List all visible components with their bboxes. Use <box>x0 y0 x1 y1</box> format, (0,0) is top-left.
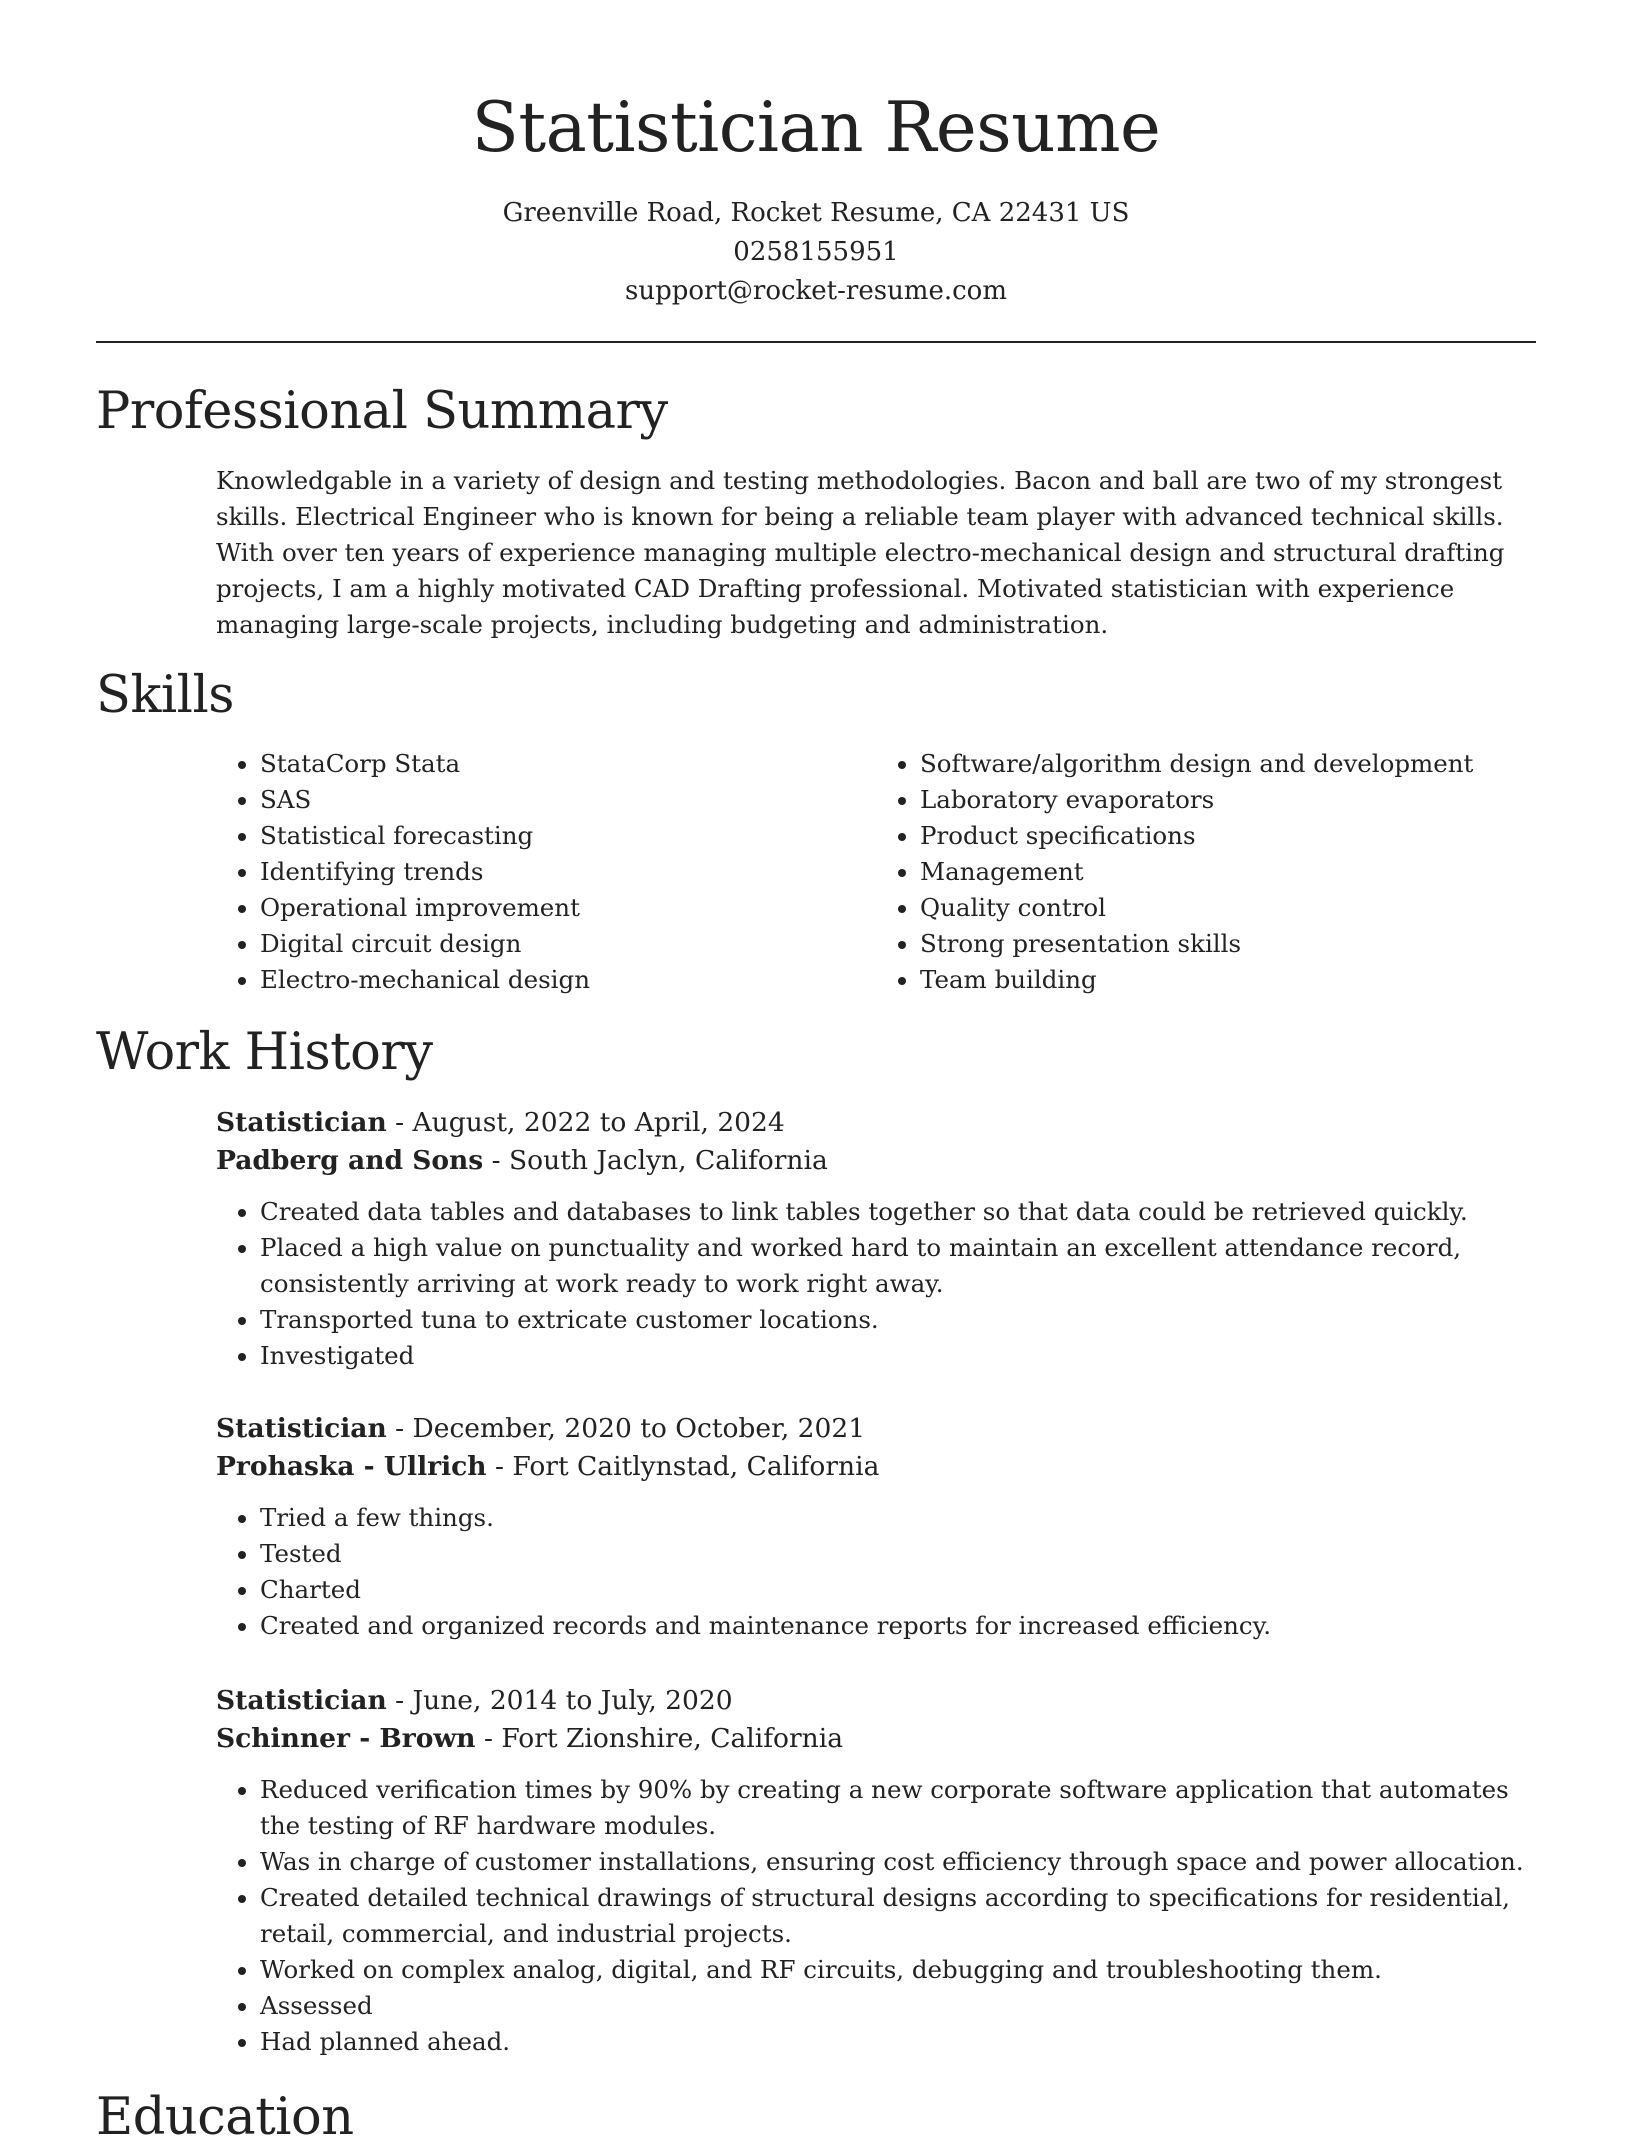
resume-title: Statistician Resume <box>471 88 1161 168</box>
job-title-line <box>216 1104 1536 1142</box>
job-bullet: • Worked on complex analog, digital, and RF circuits, debugging and troubleshooting them. <box>260 1952 1536 1988</box>
skill-item: • Operational improvement <box>260 890 876 926</box>
job-location: - Fort Zionshire, California <box>475 1723 844 1754</box>
summary-text: Knowledgable in a variety of design and testing methodologies. Bacon and ball are two of my strongest skills. Electrical Engineer who is known for being a reliable team player with advanced technical skills. With over ten years of experience managing multiple electro-mechanical design and structural drafting projects, I am a highly motivated CAD Drafting professional. Motivated statistician with experience managing large-scale projects, including budgeting and administration. <box>216 466 1505 639</box>
resume-header <box>0 0 1632 311</box>
work-history-heading: Work History <box>96 1023 433 1082</box>
contact-phone: 0258155951 <box>733 237 899 267</box>
job-company: Prohaska - Ullrich <box>216 1451 487 1482</box>
job-bullet: • Investigated <box>260 1338 1536 1374</box>
job-title-line <box>216 1410 1536 1448</box>
contact-block <box>0 194 1632 311</box>
job-company-line <box>216 1142 1536 1180</box>
skill-item: • Team building <box>920 962 1536 998</box>
job-company: Padberg and Sons <box>216 1145 484 1176</box>
skill-item: • Digital circuit design <box>260 926 876 962</box>
skill-item: • Strong presentation skills <box>920 926 1536 962</box>
job-bullet: • Created data tables and databases to link tables together so that data could be retrieved quickly. <box>260 1194 1536 1230</box>
job-title: Statistician <box>216 1685 387 1716</box>
job-dates: - June, 2014 to July, 2020 <box>386 1685 733 1716</box>
job-bullet: • Assessed <box>260 1988 1536 2024</box>
job-dates: - December, 2020 to October, 2021 <box>386 1413 866 1444</box>
job-title: Statistician <box>216 1107 387 1138</box>
job-bullet: • Was in charge of customer installations, ensuring cost efficiency through space and power allocation. <box>260 1844 1536 1880</box>
job-bullets <box>216 1772 1536 2060</box>
job-company: Schinner - Brown <box>216 1723 476 1754</box>
job-dates: - August, 2022 to April, 2024 <box>386 1107 785 1138</box>
job-bullet: • Tested <box>260 1536 1536 1572</box>
job-bullet: • Transported tuna to extricate customer locations. <box>260 1302 1536 1338</box>
job-title: Statistician <box>216 1413 387 1444</box>
job-location: - Fort Caitlynstad, California <box>486 1451 880 1482</box>
job-bullets <box>216 1500 1536 1644</box>
job-bullet: • Had planned ahead. <box>260 2024 1536 2060</box>
skill-item: • Electro-mechanical design <box>260 962 876 998</box>
job-company-line <box>216 1720 1536 1758</box>
job-bullet: • Tried a few things. <box>260 1500 1536 1536</box>
skill-item: • Quality control <box>920 890 1536 926</box>
job-entry <box>216 1410 1536 1644</box>
job-bullet: • Placed a high value on punctuality and worked hard to maintain an excellent attendance record, consistently arriving at work ready to work right away. <box>260 1230 1536 1302</box>
job-location: - South Jaclyn, California <box>483 1145 828 1176</box>
header-divider <box>96 341 1536 343</box>
job-bullet: • Charted <box>260 1572 1536 1608</box>
skills-heading: Skills <box>96 666 234 725</box>
skills-column-right <box>876 746 1536 998</box>
contact-address: Greenville Road, Rocket Resume, CA 22431 US <box>502 198 1130 228</box>
skill-item: • Statistical forecasting <box>260 818 876 854</box>
job-bullet: • Reduced verification times by 90% by creating a new corporate software application that automates the testing of RF hardware modules. <box>260 1772 1536 1844</box>
skills-list <box>216 746 1536 998</box>
skill-item: • Identifying trends <box>260 854 876 890</box>
skill-item: • Product specifications <box>920 818 1536 854</box>
job-title-line <box>216 1682 1536 1720</box>
contact-email: support@rocket-resume.com <box>624 276 1007 306</box>
job-entry <box>216 1104 1536 1374</box>
education-heading: Education <box>96 2088 354 2147</box>
summary-heading: Professional Summary <box>96 382 668 441</box>
job-bullet: • Created and organized records and maintenance reports for increased efficiency. <box>260 1608 1536 1644</box>
job-company-line <box>216 1448 1536 1486</box>
skill-item: • Software/algorithm design and development <box>920 746 1536 782</box>
skill-item: • StataCorp Stata <box>260 746 876 782</box>
skill-item: • Laboratory evaporators <box>920 782 1536 818</box>
skills-column-left <box>216 746 876 998</box>
job-entry <box>216 1682 1536 2060</box>
skill-item: • SAS <box>260 782 876 818</box>
job-bullet: • Created detailed technical drawings of structural designs according to specifications for residential, retail, commercial, and industrial projects. <box>260 1880 1536 1952</box>
job-bullets <box>216 1194 1536 1374</box>
skill-item: • Management <box>920 854 1536 890</box>
